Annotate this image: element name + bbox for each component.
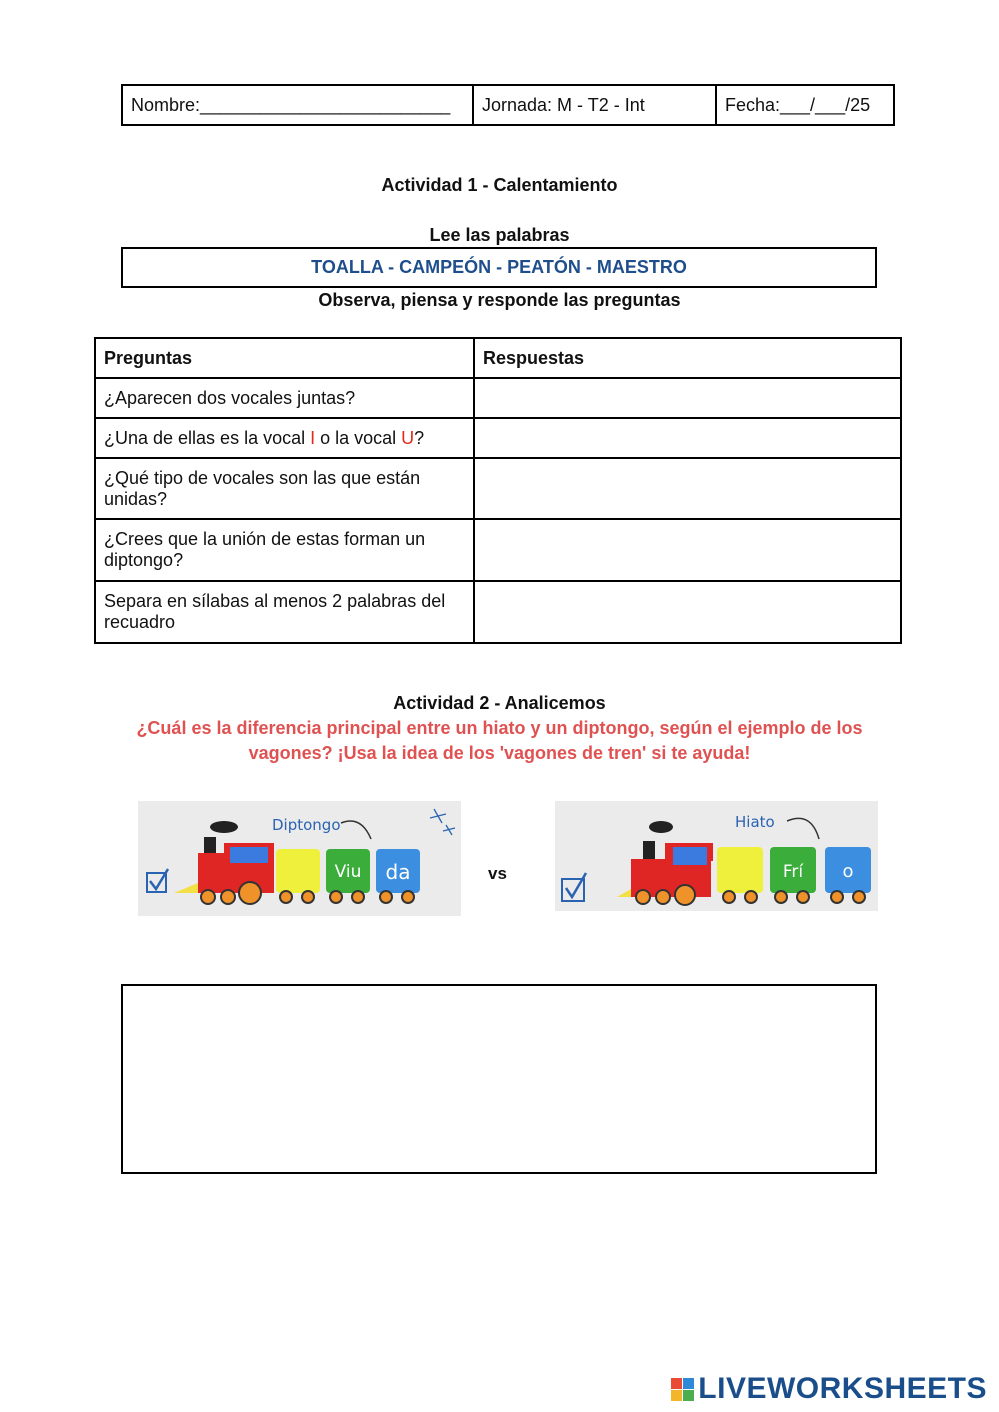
answer-4-cell[interactable] <box>474 519 901 581</box>
table-row <box>95 581 901 643</box>
question-1: ¿Aparecen dos vocales juntas? <box>95 378 474 418</box>
answer-3-cell[interactable] <box>474 458 901 519</box>
table-header-row <box>95 338 901 378</box>
wagon-text-da: da <box>385 860 411 884</box>
name-field[interactable] <box>123 86 472 124</box>
header-preguntas: Preguntas <box>95 338 474 378</box>
q2-part3: ? <box>414 427 425 448</box>
fecha-field[interactable] <box>715 86 893 124</box>
header-respuestas: Respuestas <box>474 338 901 378</box>
answer-1-cell[interactable] <box>474 378 901 418</box>
question-5: Separa en sílabas al menos 2 palabras del recuadro <box>95 581 474 643</box>
jornada-field <box>472 86 715 124</box>
wagon-text-o: o <box>842 861 854 882</box>
answer-2-cell[interactable] <box>474 418 901 458</box>
fecha-label: Fecha:___/___/25 <box>725 94 871 115</box>
hiato-train-image <box>555 801 878 911</box>
activity1-title: Actividad 1 - Calentamiento <box>381 175 618 195</box>
question-4: ¿Crees que la unión de estas forman un diptongo? <box>95 519 474 581</box>
table-row <box>95 458 901 519</box>
activity2-title: Actividad 2 - Analicemos <box>393 693 606 713</box>
answer-box[interactable] <box>121 984 877 1174</box>
q2-vowel-u: U <box>401 427 415 448</box>
question-3: ¿Qué tipo de vocales son las que están unidas? <box>95 458 474 519</box>
table-row <box>95 519 901 581</box>
wagon-yellow <box>276 849 320 893</box>
answer-5-cell[interactable] <box>474 581 901 643</box>
jornada-label: Jornada: M - T2 - Int <box>482 94 645 115</box>
q2-vowel-i: I <box>310 427 316 448</box>
logo-text: LIVEWORKSHEETS <box>698 1372 987 1405</box>
vs-label: vs <box>488 864 507 883</box>
diptongo-label: Diptongo <box>272 816 341 834</box>
wagon-text-fri: Frí <box>782 862 804 882</box>
header-table <box>121 84 895 126</box>
activity1-instruction: Observa, piensa y responde las preguntas <box>318 290 681 310</box>
diptongo-train-image <box>138 801 461 916</box>
wagon-text-viu: Viu <box>334 862 362 882</box>
activity2-question: ¿Cuál es la diferencia principal entre un hiato y un diptongo, según el ejemplo de los vagones? ¡Usa la idea de los 'vagones de tren' si te ayuda! <box>136 718 863 763</box>
hiato-label: Hiato <box>735 813 775 831</box>
question-2 <box>95 418 474 458</box>
read-words-label: Lee las palabras <box>429 225 570 245</box>
wagon-yellow <box>717 847 763 893</box>
logo-mark-icon <box>671 1378 694 1401</box>
table-row <box>95 418 901 458</box>
words-text: TOALLA - CAMPEÓN - PEATÓN - MAESTRO <box>311 257 687 277</box>
words-box <box>121 247 877 288</box>
questions-table <box>94 337 902 644</box>
q2-part1: ¿Una de ellas es la vocal <box>104 427 311 448</box>
table-row <box>95 378 901 418</box>
liveworksheets-logo <box>671 1372 987 1406</box>
name-label: Nombre:_________________________ <box>131 94 451 115</box>
q2-part2: o la vocal <box>315 427 402 448</box>
